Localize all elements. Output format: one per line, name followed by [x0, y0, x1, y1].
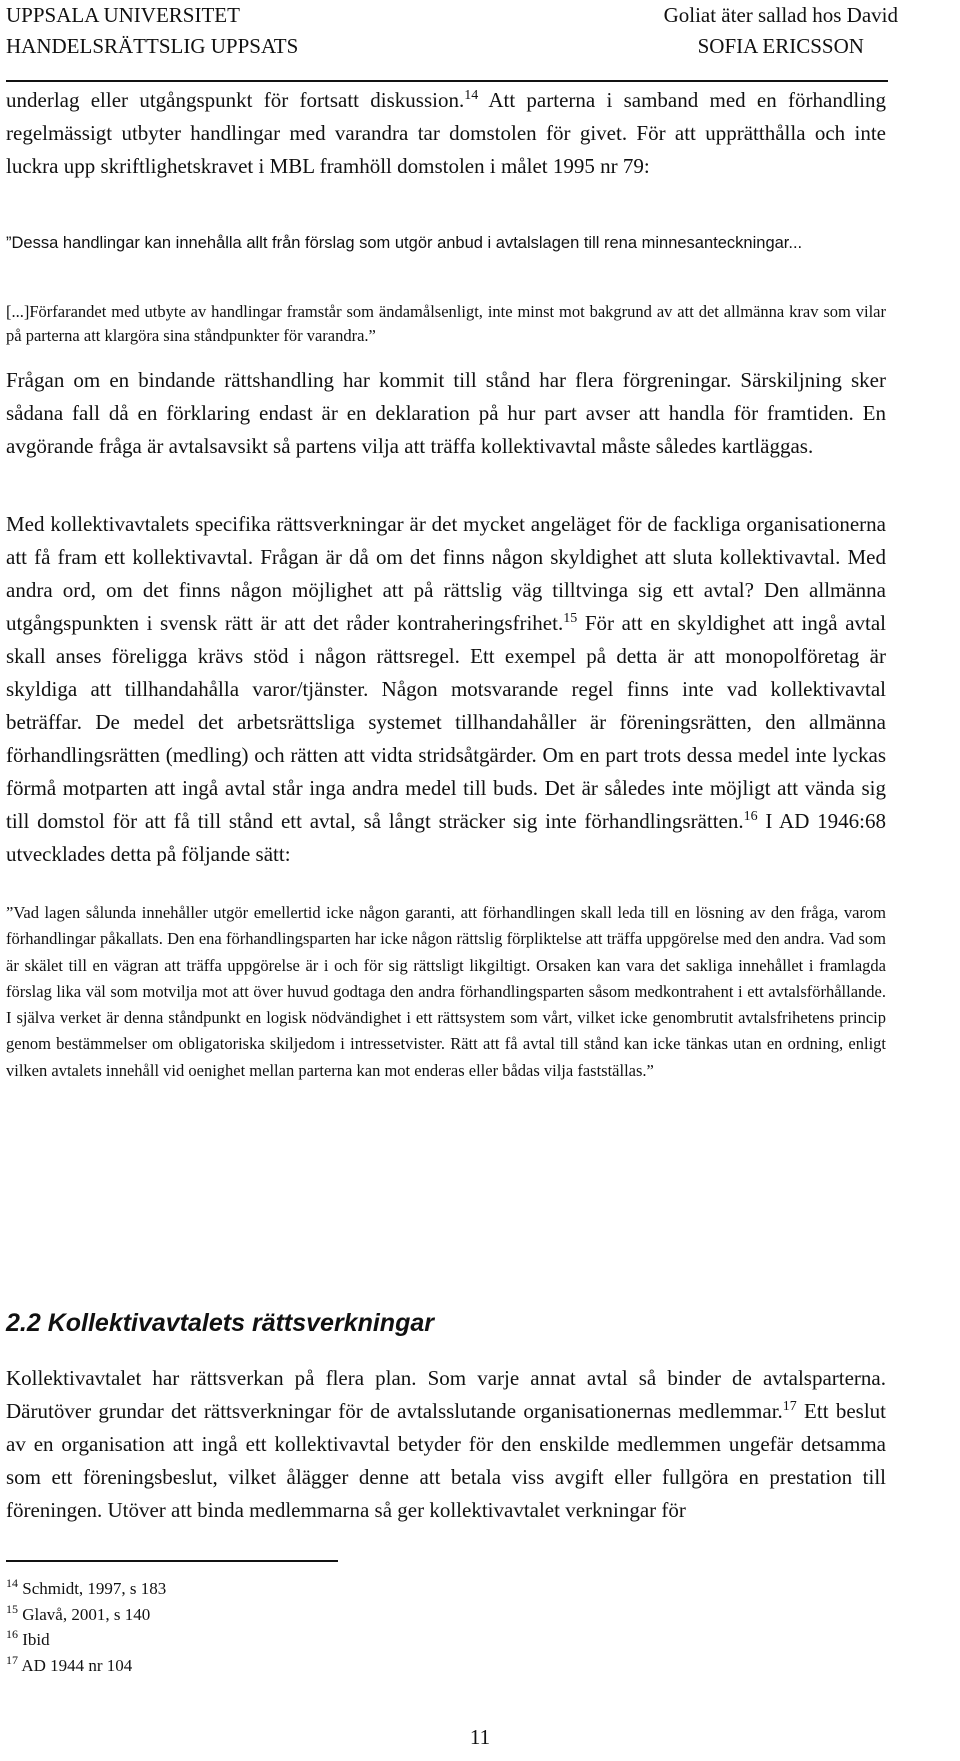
footnote-number: 15: [6, 1601, 18, 1616]
footnote-text: Glavå, 2001, s 140: [22, 1604, 151, 1624]
footnote-16: [6, 1627, 166, 1653]
block-quote-1: ”Dessa handlingar kan innehålla allt från förslag som utgör anbud i avtalslagen till rena minnesanteckningar...: [6, 234, 803, 252]
footnote-number: 14: [6, 1576, 18, 1590]
footnote-ref-15[interactable]: 15: [563, 611, 578, 626]
block-quote-2: [...]Förfarandet med utbyte av handlingar framstår som ändamålsenligt, inte minst mot bakgrund av att det allmänna krav som vilar på parterna att klargöra sina ståndpunkter för varandra.”: [6, 302, 886, 345]
paragraph-3: [6, 508, 886, 871]
university-name: UPPSALA UNIVERSITET: [6, 3, 240, 27]
thesis-type: HANDELSRÄTTSLIG UPPSATS: [6, 34, 299, 58]
header-left: [6, 0, 298, 62]
paragraph-3-text-c: I AD 1946:68 utvecklades detta på följande sätt:: [6, 809, 886, 866]
header-divider: [6, 80, 888, 82]
paragraph-1-text-a: underlag eller utgångspunkt för fortsatt diskussion.: [6, 88, 465, 112]
paragraph-1-text-b: Att parterna i samband med en förhandling regelmässigt utbyter handlingar med varandra tar domstolen för givet. För att upprätthålla och inte luckra upp skriftlighetskravet i MBL framhöll domstolen i målet 1995 nr 79:: [6, 88, 886, 178]
paragraph-4-text-a: Kollektivavtalet har rättsverkan på flera plan. Som varje annat avtal så binder de avtalsparterna. Därutöver grundar det rättsverkningar för de avtalsslutande organisationernas medlemmar.: [6, 1366, 886, 1423]
section-heading: 2.2 Kollektivavtalets rättsverkningar: [6, 1309, 434, 1337]
footnote-15: [6, 1602, 166, 1628]
page-number: 11: [469, 1725, 491, 1749]
footnote-ref-16[interactable]: 16: [743, 809, 758, 824]
footnote-14: [6, 1576, 166, 1602]
footnote-17: [6, 1653, 166, 1679]
footnote-text: AD 1944 nr 104: [21, 1655, 133, 1675]
paragraph-2: Frågan om en bindande rättshandling har kommit till stånd har flera förgreningar. Särskiljning sker sådana fall då en förklaring endast är en deklaration på hur part avser att handla för framtiden. En avgörande fråga är avtalsavsikt så partens vilja att träffa kollektivavtal måste således kartläggas.: [6, 368, 886, 458]
footnotes: [6, 1576, 166, 1678]
paragraph-3-text-a: Med kollektivavtalets specifika rättsverkningar är det mycket angeläget för de fackliga organisationerna att få fram ett kollektivavtal. Frågan är då om det finns någon skyldighet att sluta kollektivavtal. Med andra ord, om det finns någon möjlighet att på rättslig väg tilltvinga sig ett avtal? Den allmänna utgångspunkten i svensk rätt är att det råder kontraheringsfrihet.: [6, 512, 886, 635]
footnote-text: Schmidt, 1997, s 183: [22, 1579, 167, 1598]
thesis-title: Goliat äter sallad hos David: [663, 3, 898, 27]
footnote-number: 16: [6, 1627, 18, 1641]
paragraph-3-text-b: För att en skyldighet att ingå avtal skall anses föreligga krävs stöd i någon rättsregel. Ett exempel på detta är att monopolföretag är skyldiga att tillhandahålla varor/tjänster. Någon motsvarande regel finns inte vad kollektivavtal beträffar. De medel det arbetsrättsliga systemet tillhandahåller är föreningsrätten, den allmänna förhandlingsrätten (medling) och rätten att vidta stridsåtgärder. Om en part trots dessa medel inte lyckas förmå motparten att ingå avtal står inga andra medel till buds. Det är således inte möjligt att vända sig till domstol för att få till stånd ett avtal, så långt sträcker sig inte förhandlingsrätten.: [6, 611, 886, 833]
header-right: [664, 0, 898, 62]
footnote-number: 17: [6, 1652, 18, 1667]
footnote-ref-17[interactable]: 17: [782, 1399, 797, 1414]
footnote-divider: [6, 1560, 338, 1562]
author-name: SOFIA ERICSSON: [697, 34, 864, 58]
block-quote-3: ”Vad lagen sålunda innehåller utgör emellertid icke någon garanti, att förhandlingen skall leda till en lösning av den fråga, varom förhandlingar påkallats. Den ena förhandlingsparten har icke någon rättslig förpliktelse att träffa uppgörelse med den andra. Vad som är skälet till en vägran att träffa uppgörelse är i och för sig rättsligt likgiltigt. Orsaken kan vara det sakliga innehållet i framlagda förslag lika väl som motvilja mot att över huvud godtaga den andra förhandlingsparten såsom medkontrahent i ett avtalsförhållande. I själva verket är denna ståndpunkt en logisk nödvändighet i ett rättsystem som vårt, vilket icke genombrutit avtalsfrihetens princip genom bestämmelser om obligatoriska skiljedom i intressetvister. Rätt att få avtal till stånd kan icke tänkas utan en ordning, enligt vilken avtalets innehåll vid oenighet mellan parterna kan mot enderas eller bådas vilja fastställas.”: [6, 903, 886, 1080]
paragraph-1: [6, 84, 886, 183]
footnote-text: Ibid: [22, 1630, 50, 1649]
paragraph-4: [6, 1362, 886, 1527]
paragraph-4-text-b: Ett beslut av en organisation att ingå ett kollektivavtal betyder för den enskilde medlemmen ungefär detsamma som ett föreningsbeslut, vilket ålägger denne att betala viss avgift eller fullgöra en prestation till föreningen. Utöver att binda medlemmarna så ger kollektivavtalet verkningar för: [6, 1399, 886, 1522]
footnote-ref-14[interactable]: 14: [464, 88, 479, 103]
